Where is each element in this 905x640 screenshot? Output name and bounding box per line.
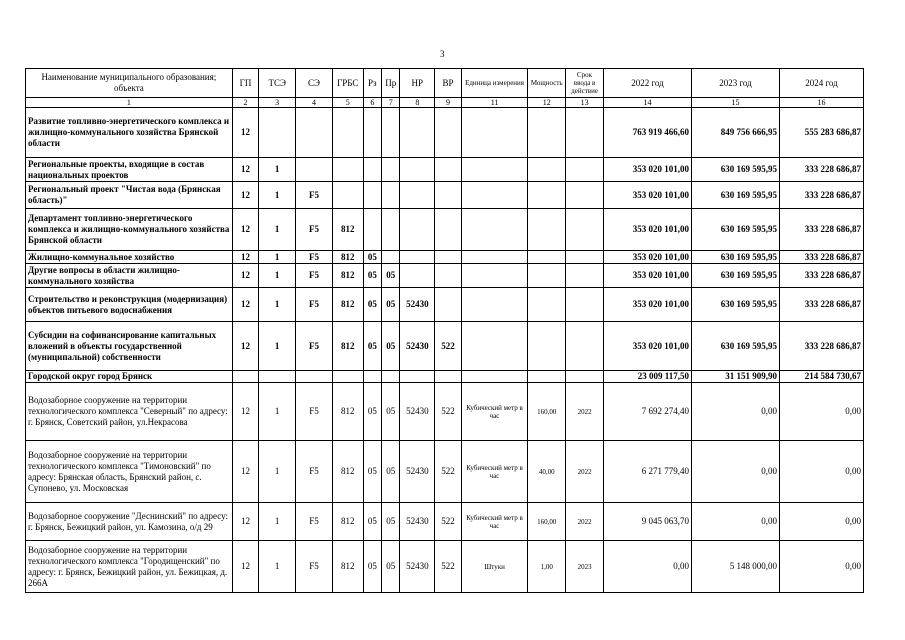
table-cell <box>435 371 462 383</box>
table-cell: 1,00 <box>528 541 566 593</box>
table-cell: 0,00 <box>779 541 863 593</box>
table-cell: 353 020 101,00 <box>603 264 691 288</box>
table-cell: 12 <box>232 182 259 209</box>
col-header: 2024 год <box>779 69 863 98</box>
table-cell: 12 <box>232 288 259 322</box>
table-cell <box>461 182 528 209</box>
table-cell: 52430 <box>400 541 435 593</box>
table-cell: 05 <box>363 288 381 322</box>
col-number: 14 <box>603 98 691 108</box>
table-cell: F5 <box>296 209 333 251</box>
table-cell <box>332 108 363 158</box>
table-cell: 12 <box>232 158 259 182</box>
table-cell <box>382 182 400 209</box>
col-header: ТСЭ <box>259 69 296 98</box>
table-cell <box>400 108 435 158</box>
table-cell: F5 <box>296 441 333 503</box>
table-cell: 763 919 466,60 <box>603 108 691 158</box>
table-cell <box>528 264 566 288</box>
table-cell: 353 020 101,00 <box>603 288 691 322</box>
table-cell: Региональный проект "Чистая вода (Брянская область)" <box>26 182 233 209</box>
table-cell: Городской округ город Брянск <box>26 371 233 383</box>
table-cell <box>566 158 604 182</box>
table-cell <box>461 264 528 288</box>
table-cell <box>461 251 528 264</box>
table-cell <box>566 371 604 383</box>
table-cell: Водозаборное сооружение на территории технологического комплекса "Северный" по адресу: г. Брянск, Советский район, ул.Некрасова <box>26 383 233 441</box>
table-cell <box>435 182 462 209</box>
col-header: 2022 год <box>603 69 691 98</box>
table-cell: 812 <box>332 383 363 441</box>
table-cell: 1 <box>259 288 296 322</box>
table-cell <box>435 108 462 158</box>
table-cell: 05 <box>382 288 400 322</box>
table-row <box>26 503 864 541</box>
table-cell <box>382 251 400 264</box>
table-cell <box>382 209 400 251</box>
table-cell: 353 020 101,00 <box>603 251 691 264</box>
table-cell: 0,00 <box>779 383 863 441</box>
col-header: 2023 год <box>691 69 779 98</box>
table-cell: 6 271 779,40 <box>603 441 691 503</box>
table-cell <box>400 371 435 383</box>
table-cell: 52430 <box>400 503 435 541</box>
table-cell: 1 <box>259 441 296 503</box>
table-cell: F5 <box>296 288 333 322</box>
column-number-row <box>26 98 864 108</box>
table-cell: 12 <box>232 251 259 264</box>
table-cell: Другие вопросы в области жилищно-коммунального хозяйства <box>26 264 233 288</box>
table-cell: 333 228 686,87 <box>779 288 863 322</box>
table-cell: 160,00 <box>528 503 566 541</box>
table-cell: Водозаборное сооружение "Деснинский" по адресу: г. Брянск, Бежицкий район, ул. Камозина, о/д 29 <box>26 503 233 541</box>
table-cell: 812 <box>332 541 363 593</box>
table-cell: Жилищно-коммунальное хозяйство <box>26 251 233 264</box>
budget-table <box>25 68 864 593</box>
table-cell: Кубический метр в час <box>461 383 528 441</box>
table-row <box>26 441 864 503</box>
table-cell: 05 <box>363 503 381 541</box>
table-cell: 40,00 <box>528 441 566 503</box>
table-cell: Региональные проекты, входящие в состав национальных проектов <box>26 158 233 182</box>
table-cell: 0,00 <box>691 383 779 441</box>
table-cell <box>332 371 363 383</box>
col-header: Единица измерения <box>461 69 528 98</box>
table-cell: 05 <box>363 322 381 371</box>
table-cell: 812 <box>332 322 363 371</box>
table-cell <box>461 108 528 158</box>
table-row <box>26 288 864 322</box>
table-cell: 2023 <box>566 541 604 593</box>
table-cell <box>435 251 462 264</box>
table-cell: F5 <box>296 264 333 288</box>
table-cell: 52430 <box>400 288 435 322</box>
table-cell: Строительство и реконструкция (модернизация) объектов питьевого водоснабжения <box>26 288 233 322</box>
table-cell <box>296 371 333 383</box>
table-cell <box>382 108 400 158</box>
table-cell: 812 <box>332 503 363 541</box>
table-cell <box>382 158 400 182</box>
table-cell: 52430 <box>400 441 435 503</box>
table-cell: 630 169 595,95 <box>691 264 779 288</box>
table-cell: 2022 <box>566 383 604 441</box>
table-cell: 333 228 686,87 <box>779 158 863 182</box>
table-row <box>26 209 864 251</box>
table-cell: 1 <box>259 158 296 182</box>
table-cell: 12 <box>232 264 259 288</box>
table-cell: 05 <box>382 441 400 503</box>
table-cell: 630 169 595,95 <box>691 158 779 182</box>
table-cell: 0,00 <box>603 541 691 593</box>
table-cell: 12 <box>232 383 259 441</box>
table-cell: Развитие топливно-энергетического комплекса и жилищно-коммунального хозяйства Брянской области <box>26 108 233 158</box>
col-number: 7 <box>382 98 400 108</box>
table-cell <box>363 371 381 383</box>
table-cell <box>435 264 462 288</box>
table-cell <box>296 158 333 182</box>
table-cell: 522 <box>435 322 462 371</box>
table-cell: 12 <box>232 108 259 158</box>
col-header: СЭ <box>296 69 333 98</box>
col-number: 4 <box>296 98 333 108</box>
col-header: Мощность <box>528 69 566 98</box>
table-cell: 05 <box>382 503 400 541</box>
table-cell <box>259 108 296 158</box>
table-cell: 1 <box>259 182 296 209</box>
table-cell <box>461 322 528 371</box>
col-number: 13 <box>566 98 604 108</box>
table-cell <box>400 158 435 182</box>
table-cell: 1 <box>259 322 296 371</box>
table-cell: 12 <box>232 441 259 503</box>
col-number: 15 <box>691 98 779 108</box>
col-number: 16 <box>779 98 863 108</box>
table-row <box>26 541 864 593</box>
table-cell <box>528 288 566 322</box>
table-cell <box>363 108 381 158</box>
table-cell <box>566 209 604 251</box>
table-cell <box>566 182 604 209</box>
table-cell: F5 <box>296 322 333 371</box>
table-cell: 353 020 101,00 <box>603 322 691 371</box>
table-cell: F5 <box>296 251 333 264</box>
table-cell: 05 <box>363 251 381 264</box>
table-cell: 630 169 595,95 <box>691 322 779 371</box>
table-cell <box>566 322 604 371</box>
table-cell <box>232 371 259 383</box>
table-cell <box>435 158 462 182</box>
table-cell: 05 <box>382 264 400 288</box>
table-cell: 522 <box>435 441 462 503</box>
table-cell: 812 <box>332 288 363 322</box>
table-cell: 12 <box>232 322 259 371</box>
table-row <box>26 108 864 158</box>
table-cell: 2022 <box>566 441 604 503</box>
table-cell: 812 <box>332 209 363 251</box>
table-cell <box>566 108 604 158</box>
table-cell: 333 228 686,87 <box>779 251 863 264</box>
table-cell <box>566 251 604 264</box>
table-cell: Штуки <box>461 541 528 593</box>
table-cell: 630 169 595,95 <box>691 182 779 209</box>
table-row <box>26 251 864 264</box>
table-cell: 0,00 <box>691 503 779 541</box>
page-number: 3 <box>440 49 445 59</box>
table-cell: 05 <box>363 264 381 288</box>
table-cell: 214 584 730,67 <box>779 371 863 383</box>
table-cell <box>528 251 566 264</box>
col-number: 12 <box>528 98 566 108</box>
table-cell: 0,00 <box>779 503 863 541</box>
table-cell: 1 <box>259 209 296 251</box>
table-cell: 333 228 686,87 <box>779 264 863 288</box>
table-cell <box>528 108 566 158</box>
col-header: Пр <box>382 69 400 98</box>
table-cell: 05 <box>363 383 381 441</box>
table-cell: 0,00 <box>691 441 779 503</box>
table-cell: 2022 <box>566 503 604 541</box>
table-row <box>26 182 864 209</box>
table-cell: 1 <box>259 383 296 441</box>
table-cell <box>528 158 566 182</box>
table-cell <box>259 371 296 383</box>
table-cell: 522 <box>435 503 462 541</box>
table-cell: 05 <box>382 541 400 593</box>
table-row <box>26 322 864 371</box>
table-cell: 353 020 101,00 <box>603 158 691 182</box>
table-cell: 23 009 117,50 <box>603 371 691 383</box>
table-cell: 812 <box>332 264 363 288</box>
table-cell: 52430 <box>400 383 435 441</box>
col-header: Срок ввода в действие <box>566 69 604 98</box>
col-header: НР <box>400 69 435 98</box>
table-row <box>26 383 864 441</box>
table-cell <box>461 158 528 182</box>
table-cell: 353 020 101,00 <box>603 209 691 251</box>
table-cell <box>400 264 435 288</box>
table-cell: 555 283 686,87 <box>779 108 863 158</box>
table-cell: 333 228 686,87 <box>779 182 863 209</box>
table-cell: F5 <box>296 503 333 541</box>
table-cell: 630 169 595,95 <box>691 209 779 251</box>
table-cell: 0,00 <box>779 441 863 503</box>
table-cell: 522 <box>435 541 462 593</box>
table-row <box>26 264 864 288</box>
col-number: 3 <box>259 98 296 108</box>
table-cell <box>528 209 566 251</box>
table-cell <box>400 209 435 251</box>
col-number: 5 <box>332 98 363 108</box>
table-cell: 1 <box>259 264 296 288</box>
table-cell: 333 228 686,87 <box>779 209 863 251</box>
table-cell: 160,00 <box>528 383 566 441</box>
table-cell <box>363 182 381 209</box>
table-cell: 52430 <box>400 322 435 371</box>
table-cell: 812 <box>332 441 363 503</box>
col-header: ВР <box>435 69 462 98</box>
table-cell <box>400 251 435 264</box>
table-cell: 05 <box>363 541 381 593</box>
table-cell: 12 <box>232 209 259 251</box>
table-cell <box>461 209 528 251</box>
col-header: Наименование муниципального образования; объекта <box>26 69 233 98</box>
table-cell <box>363 158 381 182</box>
table-cell <box>332 182 363 209</box>
table-cell: F5 <box>296 541 333 593</box>
table-cell <box>566 264 604 288</box>
table-cell: 9 045 063,70 <box>603 503 691 541</box>
table-cell: Департамент топливно-энергетического комплекса и жилищно-коммунального хозяйства Брянской области <box>26 209 233 251</box>
table-cell: 1 <box>259 541 296 593</box>
table-cell: 05 <box>363 441 381 503</box>
table-cell <box>528 371 566 383</box>
table-row <box>26 158 864 182</box>
table-cell: Водозаборное сооружение на территории технологического комплекса "Тимоновский" по адресу: Брянская область, Брянский район, с. Супонево, ул. Московская <box>26 441 233 503</box>
col-number: 11 <box>461 98 528 108</box>
table-cell: Кубический метр в час <box>461 503 528 541</box>
table-cell: 353 020 101,00 <box>603 182 691 209</box>
col-number: 1 <box>26 98 233 108</box>
col-number: 9 <box>435 98 462 108</box>
table-cell <box>382 371 400 383</box>
col-number: 2 <box>232 98 259 108</box>
table-cell: 05 <box>382 322 400 371</box>
col-number: 8 <box>400 98 435 108</box>
table-cell <box>296 108 333 158</box>
table-cell <box>400 182 435 209</box>
table-cell: F5 <box>296 182 333 209</box>
table-cell <box>332 158 363 182</box>
header-row <box>26 69 864 98</box>
table-cell <box>435 209 462 251</box>
table-cell: Водозаборное сооружение на территории технологического комплекса "Городищенский" по адресу: г. Брянск, Бежицкий район, ул. Бежицкая, д. 266А <box>26 541 233 593</box>
table-cell <box>363 209 381 251</box>
table-cell: 1 <box>259 251 296 264</box>
table-cell: 630 169 595,95 <box>691 251 779 264</box>
table-cell <box>461 371 528 383</box>
col-number: 6 <box>363 98 381 108</box>
table-cell: 333 228 686,87 <box>779 322 863 371</box>
table-cell <box>528 322 566 371</box>
table-cell: 630 169 595,95 <box>691 288 779 322</box>
table-cell: 522 <box>435 383 462 441</box>
table-cell: F5 <box>296 383 333 441</box>
table-cell: 5 148 000,00 <box>691 541 779 593</box>
table-cell: 12 <box>232 541 259 593</box>
table-cell: 31 151 909,90 <box>691 371 779 383</box>
table-cell: 05 <box>382 383 400 441</box>
table-cell <box>528 182 566 209</box>
table-body <box>26 108 864 593</box>
col-header: ГП <box>232 69 259 98</box>
table-cell: Кубический метр в час <box>461 441 528 503</box>
table-cell: 12 <box>232 503 259 541</box>
table-cell: Субсидии на софинансирование капитальных вложений в объекты государственной (муниципальной) собственности <box>26 322 233 371</box>
table-cell: 849 756 666,95 <box>691 108 779 158</box>
col-header: ГРБС <box>332 69 363 98</box>
table-cell: 812 <box>332 251 363 264</box>
table-row <box>26 371 864 383</box>
table-cell <box>566 288 604 322</box>
col-header: Рз <box>363 69 381 98</box>
table-cell: 7 692 274,40 <box>603 383 691 441</box>
table-cell <box>461 288 528 322</box>
table-cell <box>435 288 462 322</box>
table-cell: 1 <box>259 503 296 541</box>
